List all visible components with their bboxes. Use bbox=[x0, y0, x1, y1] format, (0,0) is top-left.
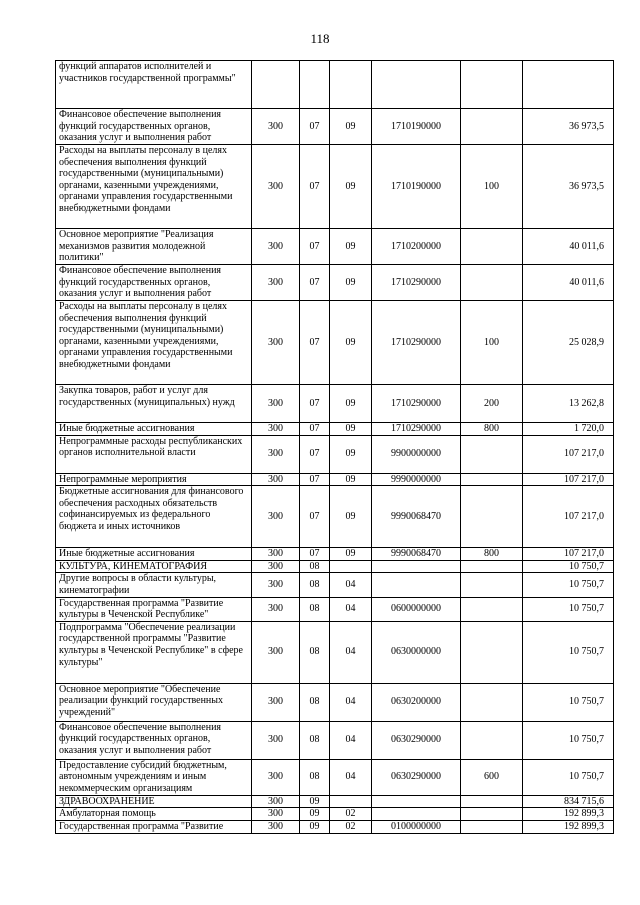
section-code-cell: 08 bbox=[300, 721, 330, 759]
section-code-cell: 08 bbox=[300, 573, 330, 597]
row-name-cell: Другие вопросы в области культуры, кинематографии bbox=[56, 573, 252, 597]
section-code-cell: 08 bbox=[300, 683, 330, 721]
amount-cell: 192 899,3 bbox=[523, 808, 614, 821]
amount-cell: 107 217,0 bbox=[523, 486, 614, 548]
subsection-code-cell: 09 bbox=[330, 229, 372, 265]
admin-code-cell: 300 bbox=[252, 385, 300, 423]
expense-type-code-cell bbox=[461, 265, 523, 301]
row-name-cell: Финансовое обеспечение выполнения функций государственных органов, оказания услуг и выполнения работ bbox=[56, 265, 252, 301]
expense-type-code-cell bbox=[461, 473, 523, 486]
table-row bbox=[56, 808, 614, 821]
expense-type-code-cell: 200 bbox=[461, 385, 523, 423]
table-row bbox=[56, 573, 614, 597]
target-article-code-cell: 1710290000 bbox=[372, 385, 461, 423]
expense-type-code-cell bbox=[461, 808, 523, 821]
row-name-cell: Расходы на выплаты персоналу в целях обеспечения выполнения функций государственными (муниципальными) органами, казенными учреждениями, органами управления государственными внебюджетными фондами bbox=[56, 301, 252, 385]
section-code-cell: 07 bbox=[300, 473, 330, 486]
amount-cell: 10 750,7 bbox=[523, 597, 614, 621]
admin-code-cell: 300 bbox=[252, 423, 300, 436]
subsection-code-cell bbox=[330, 61, 372, 109]
admin-code-cell: 300 bbox=[252, 145, 300, 229]
target-article-code-cell bbox=[372, 560, 461, 573]
section-code-cell: 07 bbox=[300, 109, 330, 145]
admin-code-cell: 300 bbox=[252, 548, 300, 561]
table-row bbox=[56, 109, 614, 145]
expense-type-code-cell bbox=[461, 229, 523, 265]
amount-cell bbox=[523, 61, 614, 109]
amount-cell: 25 028,9 bbox=[523, 301, 614, 385]
amount-cell: 107 217,0 bbox=[523, 473, 614, 486]
target-article-code-cell: 1710190000 bbox=[372, 109, 461, 145]
expense-type-code-cell bbox=[461, 486, 523, 548]
target-article-code-cell: 1710290000 bbox=[372, 301, 461, 385]
expense-type-code-cell bbox=[461, 683, 523, 721]
amount-cell: 107 217,0 bbox=[523, 548, 614, 561]
table-row bbox=[56, 597, 614, 621]
expense-type-code-cell bbox=[461, 597, 523, 621]
row-name-cell: Бюджетные ассигнования для финансового обеспечения расходных обязательств софинансируемых из федерального бюджета и иных источников bbox=[56, 486, 252, 548]
row-name-cell: КУЛЬТУРА, КИНЕМАТОГРАФИЯ bbox=[56, 560, 252, 573]
table-row bbox=[56, 265, 614, 301]
amount-cell: 40 011,6 bbox=[523, 265, 614, 301]
expense-type-code-cell: 800 bbox=[461, 548, 523, 561]
subsection-code-cell: 09 bbox=[330, 265, 372, 301]
table-row bbox=[56, 683, 614, 721]
section-code-cell: 07 bbox=[300, 486, 330, 548]
admin-code-cell: 300 bbox=[252, 229, 300, 265]
section-code-cell: 07 bbox=[300, 265, 330, 301]
target-article-code-cell: 0630000000 bbox=[372, 621, 461, 683]
amount-cell: 107 217,0 bbox=[523, 435, 614, 473]
expense-type-code-cell bbox=[461, 621, 523, 683]
subsection-code-cell: 09 bbox=[330, 435, 372, 473]
expense-type-code-cell bbox=[461, 560, 523, 573]
section-code-cell: 07 bbox=[300, 385, 330, 423]
table-row bbox=[56, 721, 614, 759]
target-article-code-cell: 0630290000 bbox=[372, 721, 461, 759]
section-code-cell: 08 bbox=[300, 759, 330, 795]
expense-type-code-cell bbox=[461, 820, 523, 833]
target-article-code-cell: 9990068470 bbox=[372, 548, 461, 561]
amount-cell: 10 750,7 bbox=[523, 560, 614, 573]
target-article-code-cell: 0600000000 bbox=[372, 597, 461, 621]
admin-code-cell: 300 bbox=[252, 795, 300, 808]
expense-type-code-cell: 100 bbox=[461, 145, 523, 229]
subsection-code-cell: 09 bbox=[330, 548, 372, 561]
row-name-cell: Финансовое обеспечение выполнения функций государственных органов, оказания услуг и выполнения работ bbox=[56, 721, 252, 759]
admin-code-cell: 300 bbox=[252, 597, 300, 621]
row-name-cell: Расходы на выплаты персоналу в целях обеспечения выполнения функций государственными (муниципальными) органами, казенными учреждениями, органами управления государственными внебюджетными фондами bbox=[56, 145, 252, 229]
section-code-cell bbox=[300, 61, 330, 109]
row-name-cell: Предоставление субсидий бюджетным, автономным учреждениям и иным некоммерческим организациям bbox=[56, 759, 252, 795]
section-code-cell: 07 bbox=[300, 145, 330, 229]
subsection-code-cell: 04 bbox=[330, 759, 372, 795]
amount-cell: 834 715,6 bbox=[523, 795, 614, 808]
row-name-cell: функций аппаратов исполнителей и участников государственной программы" bbox=[56, 61, 252, 109]
section-code-cell: 07 bbox=[300, 423, 330, 436]
subsection-code-cell bbox=[330, 795, 372, 808]
expense-type-code-cell bbox=[461, 435, 523, 473]
table-row bbox=[56, 61, 614, 109]
row-name-cell: Финансовое обеспечение выполнения функций государственных органов, оказания услуг и выполнения работ bbox=[56, 109, 252, 145]
subsection-code-cell: 04 bbox=[330, 597, 372, 621]
target-article-code-cell: 1710290000 bbox=[372, 423, 461, 436]
row-name-cell: Основное мероприятие "Обеспечение реализации функций государственных учреждений" bbox=[56, 683, 252, 721]
section-code-cell: 07 bbox=[300, 435, 330, 473]
admin-code-cell: 300 bbox=[252, 109, 300, 145]
subsection-code-cell: 09 bbox=[330, 385, 372, 423]
subsection-code-cell: 02 bbox=[330, 808, 372, 821]
admin-code-cell: 300 bbox=[252, 621, 300, 683]
table-row bbox=[56, 473, 614, 486]
section-code-cell: 09 bbox=[300, 795, 330, 808]
admin-code-cell: 300 bbox=[252, 435, 300, 473]
section-code-cell: 08 bbox=[300, 597, 330, 621]
section-code-cell: 07 bbox=[300, 548, 330, 561]
subsection-code-cell: 09 bbox=[330, 486, 372, 548]
subsection-code-cell: 09 bbox=[330, 301, 372, 385]
target-article-code-cell: 1710290000 bbox=[372, 265, 461, 301]
table-row bbox=[56, 795, 614, 808]
subsection-code-cell: 04 bbox=[330, 573, 372, 597]
page-number: 118 bbox=[310, 31, 330, 46]
subsection-code-cell bbox=[330, 560, 372, 573]
subsection-code-cell: 09 bbox=[330, 473, 372, 486]
table-row bbox=[56, 548, 614, 561]
amount-cell: 10 750,7 bbox=[523, 721, 614, 759]
amount-cell: 10 750,7 bbox=[523, 759, 614, 795]
expense-type-code-cell bbox=[461, 795, 523, 808]
row-name-cell: Иные бюджетные ассигнования bbox=[56, 548, 252, 561]
expense-type-code-cell: 800 bbox=[461, 423, 523, 436]
target-article-code-cell bbox=[372, 808, 461, 821]
admin-code-cell: 300 bbox=[252, 820, 300, 833]
table-row bbox=[56, 435, 614, 473]
admin-code-cell bbox=[252, 61, 300, 109]
row-name-cell: Амбулаторная помощь bbox=[56, 808, 252, 821]
expense-type-code-cell bbox=[461, 109, 523, 145]
amount-cell: 10 750,7 bbox=[523, 683, 614, 721]
admin-code-cell: 300 bbox=[252, 473, 300, 486]
target-article-code-cell bbox=[372, 573, 461, 597]
amount-cell: 13 262,8 bbox=[523, 385, 614, 423]
section-code-cell: 07 bbox=[300, 301, 330, 385]
table-row bbox=[56, 759, 614, 795]
row-name-cell: Государственная программа "Развитие культуры в Чеченской Республике" bbox=[56, 597, 252, 621]
expense-type-code-cell: 600 bbox=[461, 759, 523, 795]
target-article-code-cell: 9990000000 bbox=[372, 473, 461, 486]
target-article-code-cell: 1710190000 bbox=[372, 145, 461, 229]
subsection-code-cell: 09 bbox=[330, 145, 372, 229]
target-article-code-cell bbox=[372, 795, 461, 808]
admin-code-cell: 300 bbox=[252, 683, 300, 721]
expense-type-code-cell bbox=[461, 61, 523, 109]
expense-type-code-cell: 100 bbox=[461, 301, 523, 385]
amount-cell: 1 720,0 bbox=[523, 423, 614, 436]
table-row bbox=[56, 301, 614, 385]
amount-cell: 36 973,5 bbox=[523, 145, 614, 229]
row-name-cell: Иные бюджетные ассигнования bbox=[56, 423, 252, 436]
amount-cell: 10 750,7 bbox=[523, 621, 614, 683]
target-article-code-cell: 9990068470 bbox=[372, 486, 461, 548]
subsection-code-cell: 04 bbox=[330, 621, 372, 683]
subsection-code-cell: 02 bbox=[330, 820, 372, 833]
admin-code-cell: 300 bbox=[252, 265, 300, 301]
section-code-cell: 07 bbox=[300, 229, 330, 265]
row-name-cell: Непрограммные мероприятия bbox=[56, 473, 252, 486]
row-name-cell: Закупка товаров, работ и услуг для государственных (муниципальных) нужд bbox=[56, 385, 252, 423]
admin-code-cell: 300 bbox=[252, 759, 300, 795]
subsection-code-cell: 09 bbox=[330, 423, 372, 436]
table-row bbox=[56, 560, 614, 573]
target-article-code-cell bbox=[372, 61, 461, 109]
budget-table bbox=[55, 60, 614, 834]
row-name-cell: Государственная программа "Развитие bbox=[56, 820, 252, 833]
amount-cell: 192 899,3 bbox=[523, 820, 614, 833]
target-article-code-cell: 0630200000 bbox=[372, 683, 461, 721]
section-code-cell: 09 bbox=[300, 808, 330, 821]
row-name-cell: Непрограммные расходы республиканских органов исполнительной власти bbox=[56, 435, 252, 473]
target-article-code-cell: 0100000000 bbox=[372, 820, 461, 833]
expense-type-code-cell bbox=[461, 721, 523, 759]
expense-type-code-cell bbox=[461, 573, 523, 597]
row-name-cell: Основное мероприятие "Реализация механизмов развития молодежной политики" bbox=[56, 229, 252, 265]
table-row bbox=[56, 423, 614, 436]
admin-code-cell: 300 bbox=[252, 721, 300, 759]
admin-code-cell: 300 bbox=[252, 560, 300, 573]
row-name-cell: Подпрограмма "Обеспечение реализации государственной программы "Развитие культуры в Чеченской Республике" в сфере культуры" bbox=[56, 621, 252, 683]
table-row bbox=[56, 621, 614, 683]
row-name-cell: ЗДРАВООХРАНЕНИЕ bbox=[56, 795, 252, 808]
target-article-code-cell: 1710200000 bbox=[372, 229, 461, 265]
amount-cell: 10 750,7 bbox=[523, 573, 614, 597]
table-row bbox=[56, 385, 614, 423]
subsection-code-cell: 04 bbox=[330, 683, 372, 721]
amount-cell: 40 011,6 bbox=[523, 229, 614, 265]
table-row bbox=[56, 145, 614, 229]
section-code-cell: 08 bbox=[300, 621, 330, 683]
table-row bbox=[56, 229, 614, 265]
target-article-code-cell: 0630290000 bbox=[372, 759, 461, 795]
table-row bbox=[56, 486, 614, 548]
subsection-code-cell: 09 bbox=[330, 109, 372, 145]
section-code-cell: 08 bbox=[300, 560, 330, 573]
subsection-code-cell: 04 bbox=[330, 721, 372, 759]
target-article-code-cell: 9900000000 bbox=[372, 435, 461, 473]
admin-code-cell: 300 bbox=[252, 486, 300, 548]
section-code-cell: 09 bbox=[300, 820, 330, 833]
admin-code-cell: 300 bbox=[252, 808, 300, 821]
admin-code-cell: 300 bbox=[252, 301, 300, 385]
amount-cell: 36 973,5 bbox=[523, 109, 614, 145]
table-row bbox=[56, 820, 614, 833]
admin-code-cell: 300 bbox=[252, 573, 300, 597]
